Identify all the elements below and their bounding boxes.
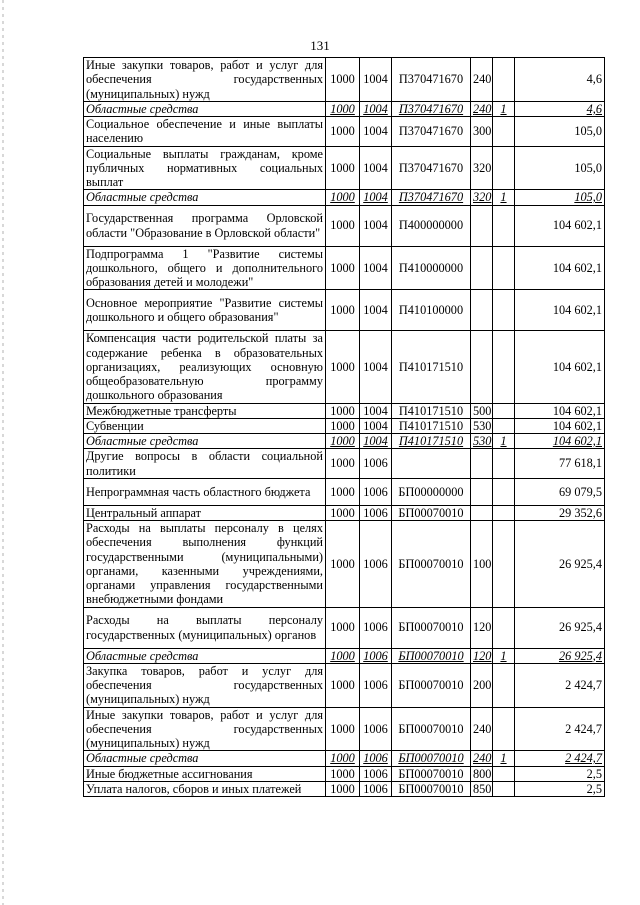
table-row: [84, 607, 605, 648]
row-name: Центральный аппарат: [84, 505, 326, 520]
row-target-article: П370471670: [392, 190, 471, 205]
row-subsection: 1006: [360, 449, 392, 479]
row-section: 1000: [326, 766, 360, 781]
row-name: Основное мероприятие "Развитие системы дошкольного и общего образования": [84, 290, 326, 331]
row-name: Подпрограмма 1 "Развитие системы дошкольного, общего и дополнительного образования детей и молодежи": [84, 246, 326, 290]
row-name: Межбюджетные трансферты: [84, 403, 326, 418]
row-name: Расходы на выплаты персоналу государственных (муниципальных) органов: [84, 607, 326, 648]
row-section: 1000: [326, 205, 360, 246]
row-section: 1000: [326, 190, 360, 205]
row-subsection: 1006: [360, 478, 392, 505]
row-funding-source: [493, 766, 515, 781]
row-section: 1000: [326, 607, 360, 648]
row-name: Закупка товаров, работ и услуг для обеспечения государственных (муниципальных) нужд: [84, 663, 326, 707]
row-target-article: БП00070010: [392, 607, 471, 648]
table-row-subtotal: [84, 751, 605, 766]
row-target-article: П370471670: [392, 101, 471, 116]
table-row-subtotal: [84, 648, 605, 663]
row-amount: 104 602,1: [515, 434, 605, 449]
row-expense-type: 300: [471, 117, 493, 147]
row-funding-source: [493, 205, 515, 246]
table-row: [84, 117, 605, 147]
row-subsection: 1006: [360, 663, 392, 707]
row-amount: 2,5: [515, 781, 605, 796]
row-target-article: БП00070010: [392, 521, 471, 608]
row-name: Областные средства: [84, 434, 326, 449]
row-target-article: БП00070010: [392, 663, 471, 707]
row-section: 1000: [326, 101, 360, 116]
row-amount: 104 602,1: [515, 418, 605, 433]
table-row: [84, 146, 605, 190]
row-subsection: 1004: [360, 58, 392, 102]
row-amount: 77 618,1: [515, 449, 605, 479]
row-subsection: 1004: [360, 434, 392, 449]
row-section: 1000: [326, 751, 360, 766]
row-subsection: 1006: [360, 751, 392, 766]
table-row: [84, 246, 605, 290]
row-section: 1000: [326, 707, 360, 751]
row-subsection: 1004: [360, 146, 392, 190]
row-funding-source: [493, 607, 515, 648]
row-target-article: [392, 449, 471, 479]
page-number: 131: [310, 38, 330, 53]
scan-edge-mark: [2, 0, 4, 905]
row-amount: 26 925,4: [515, 521, 605, 608]
row-funding-source: [493, 403, 515, 418]
row-subsection: 1004: [360, 331, 392, 403]
row-name: Социальные выплаты гражданам, кроме публичных нормативных социальных выплат: [84, 146, 326, 190]
row-expense-type: 500: [471, 403, 493, 418]
row-amount: 26 925,4: [515, 648, 605, 663]
row-name: Субвенции: [84, 418, 326, 433]
row-target-article: БП00070010: [392, 781, 471, 796]
row-subsection: 1004: [360, 418, 392, 433]
table-row: [84, 663, 605, 707]
row-expense-type: [471, 449, 493, 479]
row-funding-source: [493, 331, 515, 403]
row-section: 1000: [326, 290, 360, 331]
row-target-article: П410000000: [392, 246, 471, 290]
row-amount: 2,5: [515, 766, 605, 781]
row-subsection: 1006: [360, 505, 392, 520]
row-funding-source: [493, 418, 515, 433]
row-funding-source: [493, 663, 515, 707]
row-section: 1000: [326, 648, 360, 663]
row-funding-source: [493, 58, 515, 102]
row-expense-type: 530: [471, 434, 493, 449]
row-subsection: 1006: [360, 607, 392, 648]
row-target-article: БП00070010: [392, 766, 471, 781]
row-expense-type: 240: [471, 58, 493, 102]
row-section: 1000: [326, 117, 360, 147]
row-funding-source: [493, 505, 515, 520]
table-row: [84, 331, 605, 403]
row-amount: 4,6: [515, 101, 605, 116]
table-row: [84, 449, 605, 479]
table-row: [84, 505, 605, 520]
row-amount: 105,0: [515, 190, 605, 205]
row-name: Непрограммная часть областного бюджета: [84, 478, 326, 505]
row-section: 1000: [326, 505, 360, 520]
row-section: 1000: [326, 403, 360, 418]
row-subsection: 1004: [360, 190, 392, 205]
row-amount: 2 424,7: [515, 707, 605, 751]
row-amount: 26 925,4: [515, 607, 605, 648]
table-row-subtotal: [84, 434, 605, 449]
row-subsection: 1004: [360, 290, 392, 331]
row-section: 1000: [326, 521, 360, 608]
row-target-article: БП00070010: [392, 505, 471, 520]
row-funding-source: [493, 246, 515, 290]
row-expense-type: 850: [471, 781, 493, 796]
table-row: [84, 205, 605, 246]
row-amount: 104 602,1: [515, 246, 605, 290]
row-target-article: П370471670: [392, 117, 471, 147]
row-funding-source: 1: [493, 101, 515, 116]
table-row: [84, 58, 605, 102]
row-funding-source: [493, 146, 515, 190]
row-name: Государственная программа Орловской области "Образование в Орловской области": [84, 205, 326, 246]
table-row: [84, 478, 605, 505]
row-funding-source: 1: [493, 434, 515, 449]
row-section: 1000: [326, 418, 360, 433]
row-expense-type: [471, 505, 493, 520]
row-expense-type: 320: [471, 146, 493, 190]
table-row: [84, 290, 605, 331]
row-amount: 104 602,1: [515, 403, 605, 418]
row-subsection: 1006: [360, 781, 392, 796]
row-target-article: П410171510: [392, 331, 471, 403]
row-funding-source: [493, 117, 515, 147]
row-target-article: П410100000: [392, 290, 471, 331]
row-name: Областные средства: [84, 190, 326, 205]
row-amount: 4,6: [515, 58, 605, 102]
row-amount: 105,0: [515, 117, 605, 147]
table-row: [84, 766, 605, 781]
row-target-article: БП00070010: [392, 707, 471, 751]
row-target-article: БП00070010: [392, 751, 471, 766]
row-funding-source: 1: [493, 648, 515, 663]
row-subsection: 1006: [360, 707, 392, 751]
row-section: 1000: [326, 449, 360, 479]
row-subsection: 1004: [360, 403, 392, 418]
row-amount: 105,0: [515, 146, 605, 190]
row-target-article: БП00070010: [392, 648, 471, 663]
table-row-subtotal: [84, 101, 605, 116]
row-expense-type: [471, 331, 493, 403]
row-section: 1000: [326, 246, 360, 290]
row-funding-source: [493, 478, 515, 505]
row-target-article: П410171510: [392, 434, 471, 449]
row-name: Областные средства: [84, 751, 326, 766]
row-amount: 69 079,5: [515, 478, 605, 505]
row-expense-type: 800: [471, 766, 493, 781]
table-row: [84, 781, 605, 796]
row-name: Областные средства: [84, 648, 326, 663]
row-expense-type: 240: [471, 751, 493, 766]
row-subsection: 1006: [360, 766, 392, 781]
table-row-subtotal: [84, 190, 605, 205]
row-expense-type: 120: [471, 607, 493, 648]
row-funding-source: [493, 521, 515, 608]
row-funding-source: 1: [493, 751, 515, 766]
row-amount: 104 602,1: [515, 331, 605, 403]
row-subsection: 1006: [360, 521, 392, 608]
row-subsection: 1006: [360, 648, 392, 663]
row-expense-type: [471, 246, 493, 290]
row-section: 1000: [326, 434, 360, 449]
row-target-article: БП00000000: [392, 478, 471, 505]
row-amount: 2 424,7: [515, 663, 605, 707]
table-row: [84, 521, 605, 608]
row-name: Иные закупки товаров, работ и услуг для обеспечения государственных (муниципальных) нужд: [84, 707, 326, 751]
row-funding-source: [493, 781, 515, 796]
row-subsection: 1004: [360, 101, 392, 116]
row-target-article: П400000000: [392, 205, 471, 246]
row-funding-source: [493, 707, 515, 751]
row-name: Другие вопросы в области социальной политики: [84, 449, 326, 479]
row-name: Уплата налогов, сборов и иных платежей: [84, 781, 326, 796]
row-expense-type: 240: [471, 101, 493, 116]
row-subsection: 1004: [360, 205, 392, 246]
row-section: 1000: [326, 331, 360, 403]
row-target-article: П410171510: [392, 418, 471, 433]
row-expense-type: 240: [471, 707, 493, 751]
row-section: 1000: [326, 478, 360, 505]
table-row: [84, 403, 605, 418]
row-name: Социальное обеспечение и иные выплаты населению: [84, 117, 326, 147]
row-target-article: П370471670: [392, 146, 471, 190]
row-expense-type: 120: [471, 648, 493, 663]
row-amount: 2 424,7: [515, 751, 605, 766]
table-row: [84, 707, 605, 751]
row-funding-source: 1: [493, 190, 515, 205]
row-expense-type: 320: [471, 190, 493, 205]
row-section: 1000: [326, 781, 360, 796]
row-name: Иные закупки товаров, работ и услуг для обеспечения государственных (муниципальных) нужд: [84, 58, 326, 102]
row-expense-type: 100: [471, 521, 493, 608]
row-target-article: П370471670: [392, 58, 471, 102]
row-section: 1000: [326, 663, 360, 707]
row-target-article: П410171510: [392, 403, 471, 418]
table-row: [84, 418, 605, 433]
row-name: Расходы на выплаты персоналу в целях обеспечения выполнения функций государственными (муниципальными) органами, казенными учреждениями, органами управления государственными внебюджетными фондами: [84, 521, 326, 608]
row-expense-type: 530: [471, 418, 493, 433]
row-amount: 104 602,1: [515, 205, 605, 246]
row-section: 1000: [326, 146, 360, 190]
row-section: 1000: [326, 58, 360, 102]
row-subsection: 1004: [360, 246, 392, 290]
row-expense-type: [471, 290, 493, 331]
row-amount: 104 602,1: [515, 290, 605, 331]
row-amount: 29 352,6: [515, 505, 605, 520]
row-name: Иные бюджетные ассигнования: [84, 766, 326, 781]
row-expense-type: [471, 478, 493, 505]
row-name: Компенсация части родительской платы за содержание ребенка в образовательных организациях, реализующих основную общеобразовательную программу дошкольного образования: [84, 331, 326, 403]
row-expense-type: [471, 205, 493, 246]
row-expense-type: 200: [471, 663, 493, 707]
budget-table: [83, 57, 605, 797]
row-subsection: 1004: [360, 117, 392, 147]
row-funding-source: [493, 449, 515, 479]
row-name: Областные средства: [84, 101, 326, 116]
row-funding-source: [493, 290, 515, 331]
budget-table-body: [84, 58, 605, 797]
